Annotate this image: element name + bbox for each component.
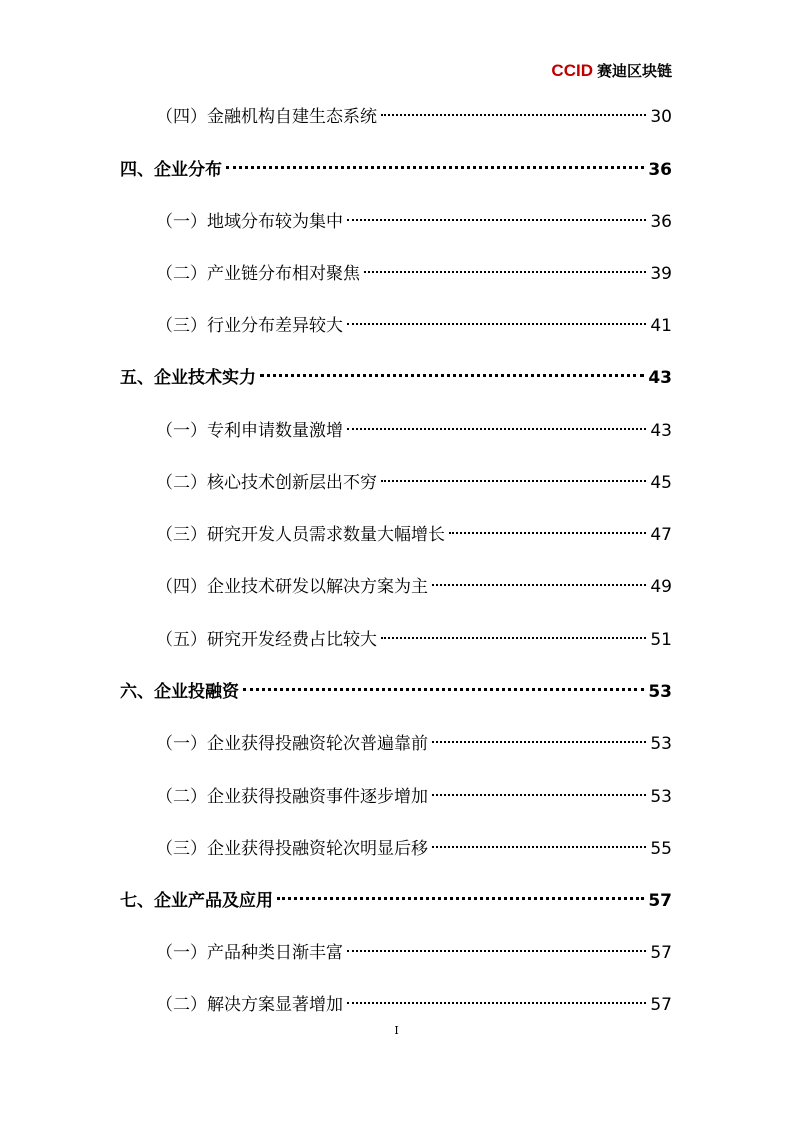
toc-entry[interactable]	[120, 679, 672, 705]
toc-entry-title: （二）产业链分布相对聚焦	[156, 264, 360, 284]
toc-entry-title: （二）企业获得投融资事件逐步增加	[156, 787, 428, 807]
toc-entry-title: 七、企业产品及应用	[120, 891, 273, 911]
toc-entry[interactable]	[156, 940, 672, 966]
toc-entry-page: 41	[650, 316, 672, 336]
toc-entry[interactable]	[120, 365, 672, 391]
toc-leader-dots	[226, 166, 644, 169]
toc-entry-title: 五、企业技术实力	[120, 368, 256, 388]
toc-entry-title: （三）行业分布差异较大	[156, 316, 343, 336]
toc-leader-dots	[347, 219, 646, 221]
toc-entry-page: 57	[648, 891, 672, 911]
toc-entry-page: 36	[650, 212, 672, 232]
toc-entry-page: 57	[650, 943, 672, 963]
toc-entry[interactable]	[156, 574, 672, 600]
toc-entry[interactable]	[156, 992, 672, 1018]
toc-leader-dots	[381, 480, 646, 482]
toc-leader-dots	[432, 741, 646, 743]
toc-leader-dots	[432, 584, 646, 586]
toc-entry[interactable]	[120, 157, 672, 183]
toc-entry[interactable]	[156, 627, 672, 653]
toc-entry-title: 六、企业投融资	[120, 682, 239, 702]
toc-entry-page: 53	[648, 682, 672, 702]
toc-entry[interactable]	[156, 731, 672, 757]
toc-leader-dots	[243, 688, 644, 691]
toc-entry-page: 53	[650, 734, 672, 754]
toc-entry[interactable]	[156, 784, 672, 810]
toc-entry-page: 36	[648, 160, 672, 180]
toc-entry-page: 39	[650, 264, 672, 284]
toc-entry-page: 57	[650, 995, 672, 1015]
toc-entry[interactable]	[156, 522, 672, 548]
toc-entry[interactable]	[156, 836, 672, 862]
toc-entry[interactable]	[156, 261, 672, 287]
toc-entry-title: （三）企业获得投融资轮次明显后移	[156, 839, 428, 859]
toc-entry-title: （二）解决方案显著增加	[156, 995, 343, 1015]
toc-entry-page: 53	[650, 787, 672, 807]
toc-entry-title: （二）核心技术创新层出不穷	[156, 473, 377, 493]
toc-entry[interactable]	[156, 313, 672, 339]
toc-entry-title: （四）金融机构自建生态系统	[156, 107, 377, 127]
toc-leader-dots	[432, 846, 646, 848]
page-number: I	[394, 1024, 399, 1037]
toc-entry[interactable]	[156, 104, 672, 130]
toc-entry-page: 30	[650, 107, 672, 127]
toc-entry-page: 49	[650, 577, 672, 597]
toc-entry[interactable]	[156, 418, 672, 444]
toc-entry-title: （一）产品种类日渐丰富	[156, 943, 343, 963]
toc-entry-title: 四、企业分布	[120, 160, 222, 180]
toc-leader-dots	[381, 637, 646, 639]
toc-entry-page: 55	[650, 839, 672, 859]
toc-entry-page: 47	[650, 525, 672, 545]
brand-name-en: CCID	[551, 61, 593, 80]
toc-entry-page: 51	[650, 630, 672, 650]
toc-leader-dots	[347, 950, 646, 952]
toc-leader-dots	[347, 323, 646, 325]
toc-leader-dots	[347, 1002, 646, 1004]
toc-entry-title: （一）企业获得投融资轮次普遍靠前	[156, 734, 428, 754]
toc-entry-title: （四）企业技术研发以解决方案为主	[156, 577, 428, 597]
toc-entry-page: 43	[648, 368, 672, 388]
toc-leader-dots	[260, 374, 644, 377]
toc-leader-dots	[381, 114, 646, 116]
toc-entry-title: （三）研究开发人员需求数量大幅增长	[156, 525, 445, 545]
toc-entry[interactable]	[120, 888, 672, 914]
toc-leader-dots	[449, 532, 646, 534]
page-header	[551, 60, 672, 81]
toc-leader-dots	[432, 794, 646, 796]
brand-name-cn: 赛迪区块链	[596, 62, 672, 80]
toc-entry[interactable]	[156, 209, 672, 235]
toc-leader-dots	[364, 271, 646, 273]
toc-entry-page: 43	[650, 421, 672, 441]
toc-entry-title: （一）地域分布较为集中	[156, 212, 343, 232]
toc-leader-dots	[347, 428, 646, 430]
toc-entry-title: （一）专利申请数量激增	[156, 421, 343, 441]
toc-entry-title: （五）研究开发经费占比较大	[156, 630, 377, 650]
toc-entry[interactable]	[156, 470, 672, 496]
toc-leader-dots	[277, 897, 644, 900]
toc-entry-page: 45	[650, 473, 672, 493]
